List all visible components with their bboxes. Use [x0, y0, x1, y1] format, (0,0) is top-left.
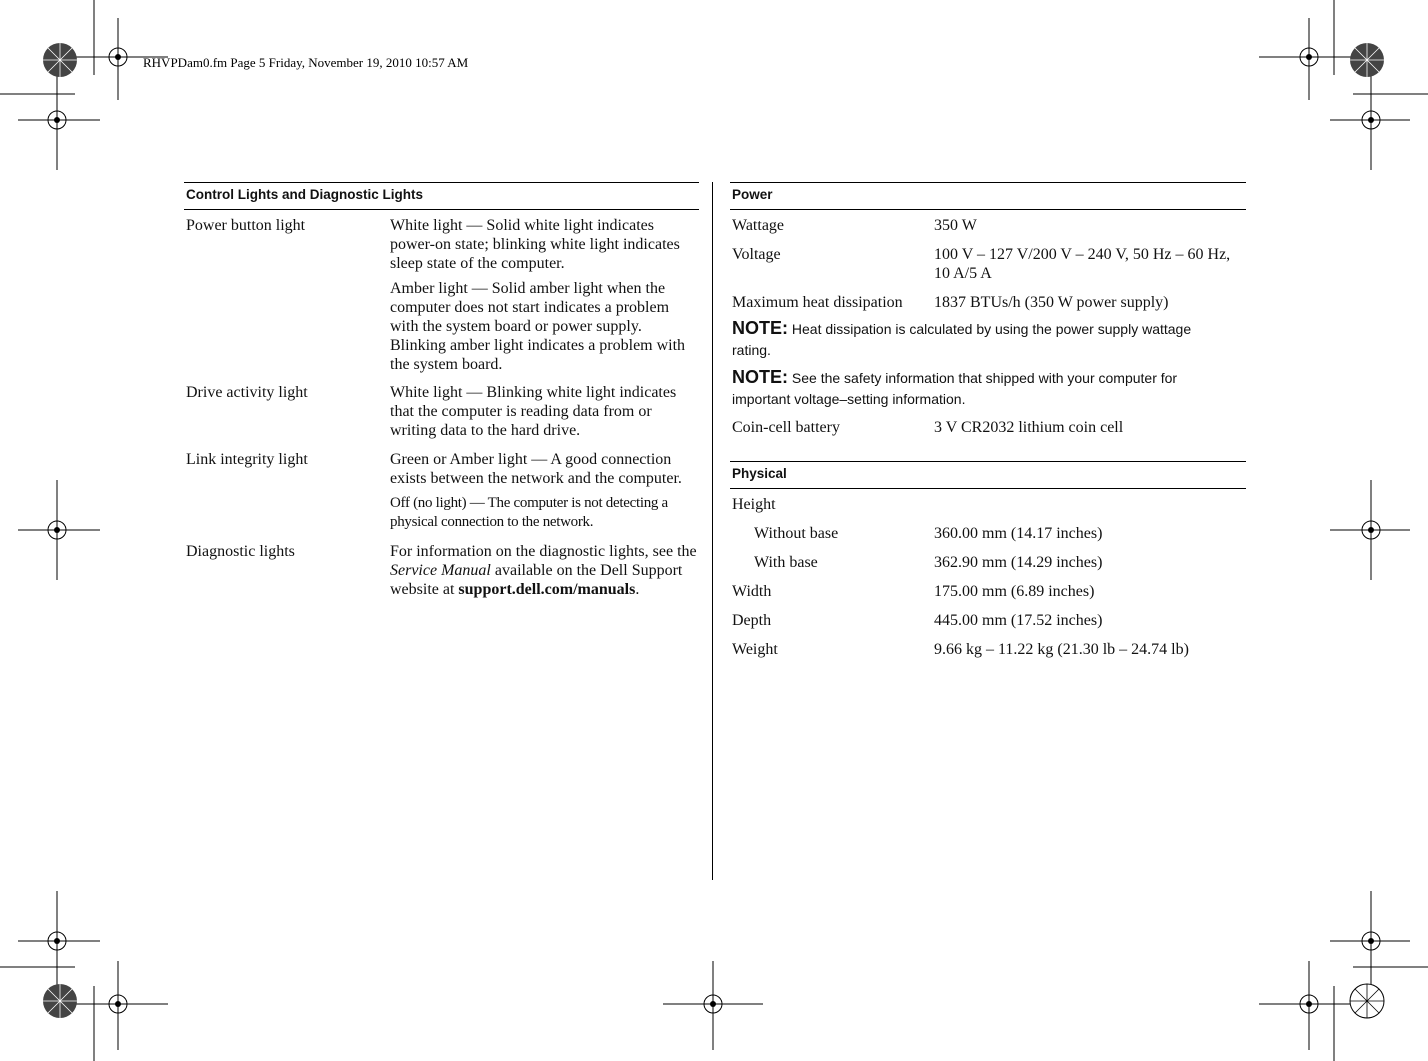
row-label: Without base: [754, 525, 839, 542]
row-value: 445.00 mm (17.52 inches): [934, 612, 1103, 629]
row-value: 175.00 mm (6.89 inches): [934, 583, 1095, 600]
row-value: 1837 BTUs/h (350 W power supply): [934, 294, 1169, 311]
row-value: 3 V CR2032 lithium coin cell: [934, 419, 1124, 436]
note: NOTE: See the safety information that shipped with your computer for important voltage–setting information.: [732, 367, 1178, 407]
table-row: [730, 553, 1246, 572]
table-row: [730, 611, 1246, 630]
note: NOTE: Heat dissipation is calculated by using the power supply wattage rating.: [732, 318, 1192, 358]
row-value: White light — Solid white light indicates power-on state; blinking white light indicates sleep state of the computer.: [390, 217, 680, 272]
column-divider: [712, 182, 713, 880]
note-prefix: NOTE:: [732, 318, 788, 338]
row-value: 362.90 mm (14.29 inches): [934, 554, 1103, 571]
table-row: [730, 418, 1246, 437]
row-value: For information on the diagnostic lights, see the Service Manual available on the Dell Support website at support.dell.com/manuals.: [390, 543, 697, 598]
table-row: [184, 542, 699, 599]
table-row: [730, 640, 1246, 659]
table-row: [184, 216, 699, 374]
table-row: [730, 582, 1246, 601]
note-prefix: NOTE:: [732, 367, 788, 387]
row-label: Depth: [732, 612, 772, 629]
table-row: [184, 450, 699, 532]
row-label: Weight: [732, 641, 778, 658]
table-row: [730, 524, 1246, 543]
support-url: support.dell.com/manuals: [458, 581, 636, 598]
control-lights-title: Control Lights and Diagnostic Lights: [184, 182, 699, 210]
row-value: 9.66 kg – 11.22 kg (21.30 lb – 24.74 lb): [934, 641, 1189, 658]
row-value: White light — Blinking white light indicates that the computer is reading data from or writing data to the hard drive.: [390, 384, 677, 439]
row-value: Amber light — Solid amber light when the computer does not start indicates a problem with the system board or power supply. Blinking amber light indicates a problem with the system board.: [390, 280, 686, 373]
row-label: Maximum heat dissipation: [732, 294, 903, 311]
physical-table: [730, 461, 1246, 659]
page-header: RHVPDam0.fm Page 5 Friday, November 19, 2010 10:57 AM: [143, 55, 469, 70]
table-row: [184, 383, 699, 440]
row-label: Diagnostic lights: [186, 543, 295, 560]
row-label: Drive activity light: [186, 384, 308, 401]
row-value: 350 W: [934, 217, 977, 234]
table-row: [730, 216, 1246, 235]
row-label: Link integrity light: [186, 451, 308, 468]
table-row: [730, 293, 1246, 312]
row-value: 360.00 mm (14.17 inches): [934, 525, 1103, 542]
row-label: With base: [754, 554, 818, 571]
row-value: 100 V – 127 V/200 V – 240 V, 50 Hz – 60 Hz, 10 A/5 A: [934, 246, 1231, 282]
row-label: Width: [732, 583, 772, 600]
table-row: [730, 495, 1246, 514]
power-table: [730, 182, 1246, 437]
control-lights-table: [184, 182, 699, 599]
row-label: Voltage: [732, 246, 781, 263]
physical-title: Physical: [730, 461, 1246, 489]
table-row: [730, 245, 1246, 283]
power-title: Power: [730, 182, 1246, 210]
manual-title: Service Manual: [390, 562, 491, 579]
row-label: Wattage: [732, 217, 785, 234]
row-value: Off (no light) — The computer is not detecting a physical connection to the network.: [390, 495, 668, 530]
row-label: Power button light: [186, 217, 306, 234]
row-value: Green or Amber light — A good connection exists between the network and the computer.: [390, 451, 682, 487]
row-label: Coin-cell battery: [732, 419, 840, 436]
row-label: Height: [732, 496, 776, 513]
